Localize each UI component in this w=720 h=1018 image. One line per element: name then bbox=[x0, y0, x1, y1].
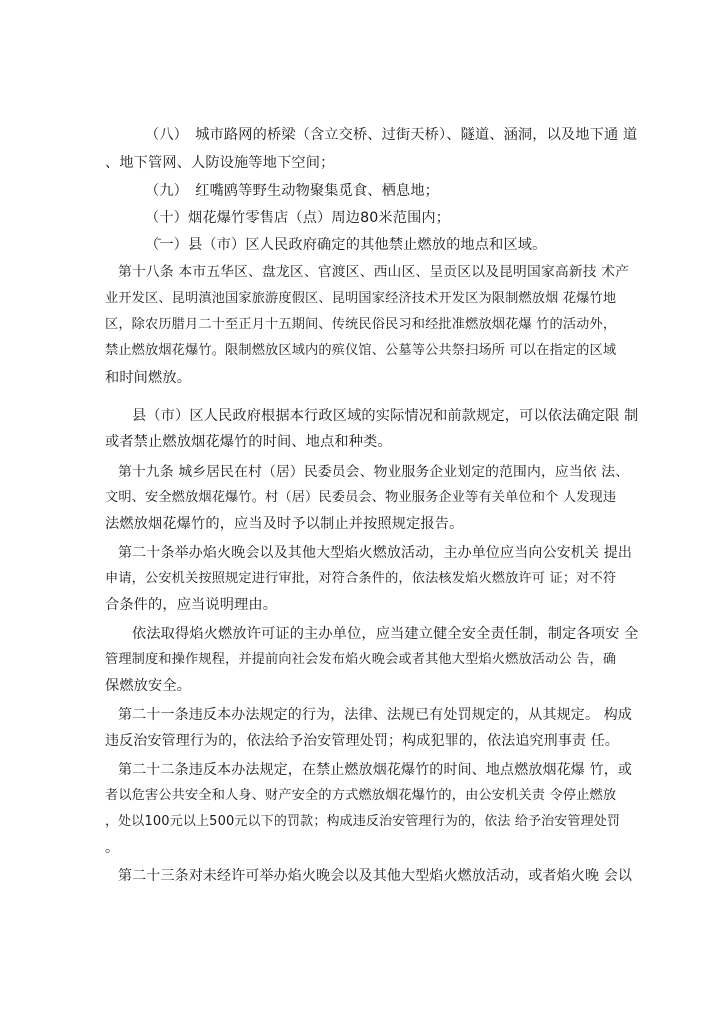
text-line: 县（市）区人民政府根据本行政区域的实际情况和前款规定，可以依法确定限 制 bbox=[132, 408, 639, 424]
text-line: 区，除农历腊月二十至正月十五期间、传统民俗民习和经批准燃放烟花爆 竹的活动外， bbox=[105, 317, 617, 332]
text-line: 依法取得焰火燃放许可证的主办单位，应当建立健全安全责任制，制定各项安 全 bbox=[132, 626, 639, 642]
text-line: 禁止燃放烟花爆竹。限制燃放区域内的殡仪馆、公墓等公共祭扫场所 可以在指定的区域 bbox=[105, 343, 617, 358]
text-line: （八） 城市路网的桥梁（含立交桥、过街天桥）、隧道、涵洞，以及地下通 道 bbox=[145, 127, 638, 143]
text-line: 合条件的，应当说明理由。 bbox=[105, 597, 278, 613]
text-line: （九） 红嘴鸥等野生动物聚集觅食、栖息地； bbox=[145, 183, 439, 199]
text-line: 者以危害公共安全和人身、财产安全的方式燃放烟花爆竹的，由公安机关责 令停止燃放 bbox=[105, 788, 617, 803]
text-line: 和时间燃放。 bbox=[105, 370, 192, 386]
text-line: （十）烟花爆竹零售店（点）周边80米范围内； bbox=[145, 210, 451, 226]
text-line: 法燃放烟花爆竹的，应当及时予以制止并按照规定报告。 bbox=[105, 516, 464, 532]
text-line: 、地下管网、人防设施等地下空间； bbox=[105, 155, 335, 171]
text-line: 申请，公安机关按照规定进行审批，对符合条件的，依法核发焰火燃放许可 证；对不符 bbox=[105, 571, 617, 586]
text-line: 业开发区、昆明滇池国家旅游度假区、昆明国家经济技术开发区为限制燃放烟 花爆竹地 bbox=[105, 291, 617, 306]
text-line: 管理制度和操作规程，并提前向社会发布焰火晚会或者其他大型焰火燃放活动公 告，确 bbox=[105, 652, 617, 667]
text-line: 违反治安管理行为的，依法给予治安管理处罚；构成犯罪的，依法追究刑事责 任。 bbox=[105, 733, 619, 749]
text-line: 第十九条 城乡居民在村（居）民委员会、物业服务企业划定的范围内，应当依 法、 bbox=[118, 464, 630, 480]
text-line: 文明、安全燃放烟花爆竹。村（居）民委员会、物业服务企业等有关单位和个 人发现违 bbox=[105, 490, 617, 505]
text-line: 保燃放安全。 bbox=[105, 678, 192, 694]
text-line: 第二十条举办焰火晚会以及其他大型焰火燃放活动，主办单位应当向公安机关 提出 bbox=[118, 545, 632, 561]
text-line: 第二十三条对未经许可举办焰火晚会以及其他大型焰火燃放活动，或者焰火晚 会以 bbox=[118, 868, 632, 884]
text-line: 。 bbox=[105, 840, 120, 856]
text-line: 第十八条 本市五华区、盘龙区、官渡区、西山区、呈贡区以及昆明国家高新技 术产 bbox=[118, 264, 630, 280]
text-line: 或者禁止燃放烟花爆竹的时间、地点和种类。 bbox=[105, 434, 392, 450]
text-line: 第二十二条违反本办法规定，在禁止燃放烟花爆竹的时间、地点燃放烟花爆 竹，或 bbox=[118, 762, 632, 778]
text-line: 第二十一条违反本办法规定的行为，法律、法规已有处罚规定的，从其规定。 构成 bbox=[118, 707, 632, 723]
text-line: ，处以100元以上500元以下的罚款；构成违反治安管理行为的，依法 给予治安管理处罚 bbox=[105, 814, 621, 829]
text-line: （̄一）县（市）区人民政府确定的其他禁止燃放的地点和区域。 bbox=[145, 237, 547, 253]
